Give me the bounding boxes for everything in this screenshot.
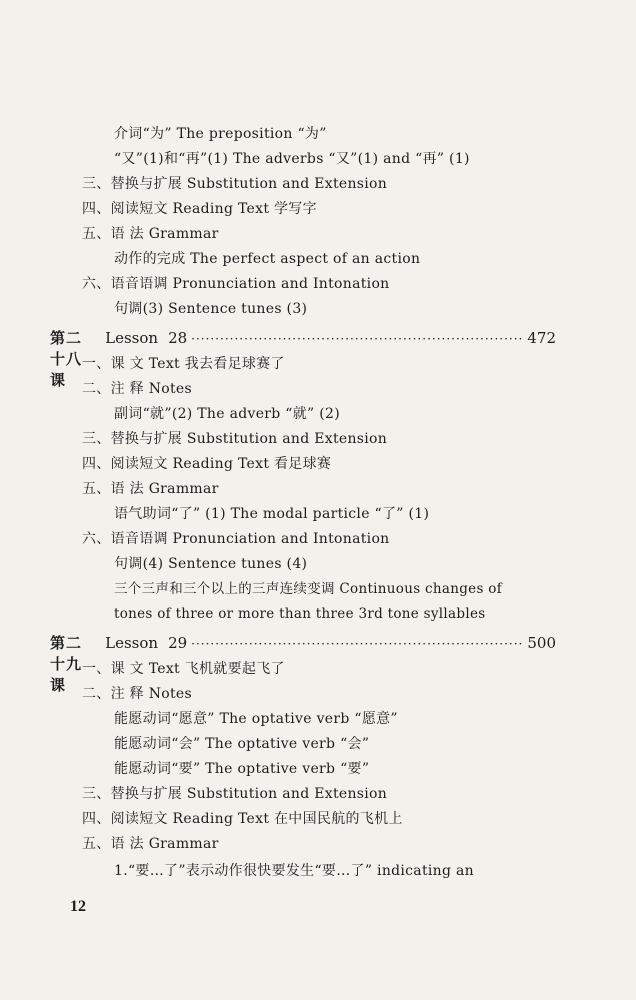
toc-entry: 介词“为” The preposition “为” [114, 126, 327, 142]
toc-entry: 三、替换与扩展 Substitution and Extension [82, 176, 388, 192]
lesson-page: 500 [527, 634, 556, 652]
toc-entry: 能愿动词“愿意” The optative verb “愿意” [114, 711, 398, 727]
toc-entry: 二、注 释 Notes [82, 381, 192, 397]
toc-entry: 三个三声和三个以上的三声连续变调 Continuous changes of [114, 581, 502, 597]
lesson-number: 29 [168, 634, 188, 652]
toc-entry: 六、语音语调 Pronunciation and Intonation [82, 531, 390, 547]
lesson-chinese-title: 第二十九课 [50, 634, 83, 694]
toc-entry: 语气助词“了” (1) The modal particle “了” (1) [114, 506, 430, 522]
toc-entry: 六、语音语调 Pronunciation and Intonation [82, 276, 390, 292]
toc-entry: 三、替换与扩展 Substitution and Extension [82, 431, 388, 447]
toc-entry: 四、阅读短文 Reading Text 看足球赛 [82, 456, 332, 472]
toc-entry: 二、注 释 Notes [82, 686, 192, 702]
lesson-label: Lesson [105, 634, 159, 652]
toc-entry: 五、语 法 Grammar [82, 481, 219, 497]
toc-entry: 1.“要…了”表示动作很快要发生“要…了” indicating an [114, 863, 474, 879]
toc-entry: 句调(3) Sentence tunes (3) [114, 301, 308, 317]
toc-entry: “又”(1)和“再”(1) The adverbs “又”(1) and “再” (1) [114, 151, 470, 167]
toc-entry: 动作的完成 The perfect aspect of an action [114, 251, 421, 267]
toc-entry: 五、语 法 Grammar [82, 226, 219, 242]
toc-entry: 能愿动词“会” The optative verb “会” [114, 736, 370, 752]
lesson-label: Lesson [105, 329, 159, 347]
toc-entry: 一、课 文 Text 我去看足球赛了 [82, 356, 285, 372]
toc-entry: 四、阅读短文 Reading Text 在中国民航的飞机上 [82, 811, 403, 827]
toc-entry: 副词“就”(2) The adverb “就” (2) [114, 406, 340, 422]
toc-entry: 四、阅读短文 Reading Text 学写字 [82, 201, 317, 217]
leader-dots: ····································································· [191, 637, 524, 651]
toc-entry: 一、课 文 Text 飞机就要起飞了 [82, 661, 285, 677]
lesson-page: 472 [527, 329, 556, 347]
toc-entry: 五、语 法 Grammar [82, 836, 219, 852]
page-number: 12 [70, 898, 86, 915]
toc-entry: 三、替换与扩展 Substitution and Extension [82, 786, 388, 802]
lesson-chinese-title: 第二十八课 [50, 329, 83, 389]
toc-entry: tones of three or more than three 3rd tone syllables [114, 606, 486, 622]
leader-dots: ····································································· [191, 332, 524, 346]
toc-entry: 能愿动词“要” The optative verb “要” [114, 761, 370, 777]
toc-entry: 句调(4) Sentence tunes (4) [114, 556, 308, 572]
lesson-number: 28 [168, 329, 188, 347]
